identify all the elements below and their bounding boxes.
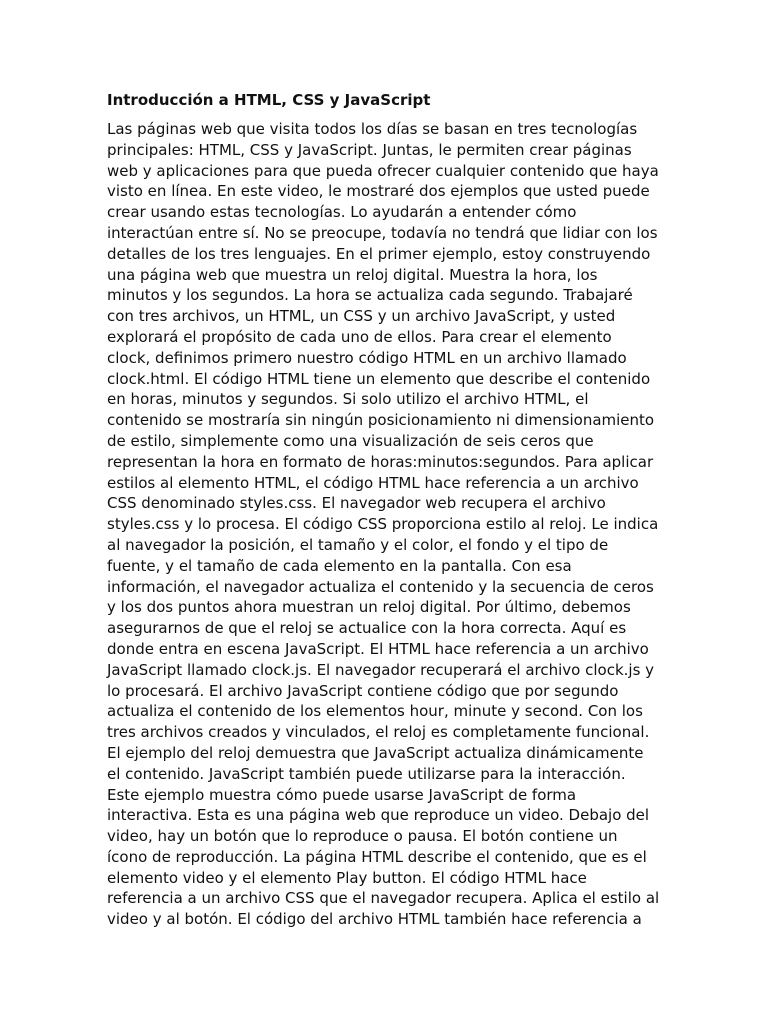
text-line: clock.html. El código HTML tiene un elemento que describe el contenido — [107, 369, 651, 388]
text-line: asegurarnos de que el reloj se actualice con la hora correcta. Aquí es — [107, 619, 627, 638]
text-line: styles.css y lo procesa. El código CSS proporciona estilo al reloj. Le indica — [107, 515, 659, 534]
text-line: elemento video y el elemento Play button. El código HTML hace — [107, 868, 587, 887]
text-line: con tres archivos, un HTML, un CSS y un archivo JavaScript, y usted — [107, 307, 616, 326]
text-line: lo procesará. El archivo JavaScript contiene código que por segundo — [107, 681, 619, 700]
document-body — [107, 119, 663, 930]
text-line: representan la hora en formato de horas:minutos:segundos. Para aplicar — [107, 452, 654, 471]
text-line: explorará el propósito de cada uno de ellos. Para crear el elemento — [107, 327, 612, 346]
text-line: detalles de los tres lenguajes. En el primer ejemplo, estoy construyendo — [107, 244, 651, 263]
text-line: y los dos puntos ahora muestran un reloj digital. Por último, debemos — [107, 598, 631, 617]
text-line: Las páginas web que visita todos los días se basan en tres tecnologías — [107, 120, 638, 138]
text-line: contenido se mostraría sin ningún posicionamiento ni dimensionamiento — [107, 411, 655, 430]
text-line: crear usando estas tecnologías. Lo ayudarán a entender cómo — [107, 203, 577, 222]
text-line: actualiza el contenido de los elementos hour, minute y second. Con los — [107, 702, 643, 721]
text-line: información, el navegador actualiza el contenido y la secuencia de ceros — [107, 577, 654, 596]
text-line: minutos y los segundos. La hora se actualiza cada segundo. Trabajaré — [107, 286, 633, 305]
document-page — [107, 88, 663, 930]
text-line: el contenido. JavaScript también puede utilizarse para la interacción. — [107, 764, 626, 783]
text-line: fuente, y el tamaño de cada elemento en la pantalla. Con esa — [107, 556, 572, 575]
text-line: clock, definimos primero nuestro código HTML en un archivo llamado — [107, 348, 627, 367]
text-line: al navegador la posición, el tamaño y el color, el fondo y el tipo de — [107, 535, 609, 554]
text-line: interactiva. Esta es una página web que reproduce un video. Debajo del — [107, 806, 650, 825]
text-line: ícono de reproducción. La página HTML describe el contenido, que es el — [107, 847, 647, 866]
text-line: Este ejemplo muestra cómo puede usarse JavaScript de forma — [107, 785, 577, 804]
text-line: web y aplicaciones para que pueda ofrecer cualquier contenido que haya — [107, 161, 659, 180]
text-line: referencia a un archivo CSS que el navegador recupera. Aplica el estilo al — [107, 889, 660, 908]
text-line: en horas, minutos y segundos. Si solo utilizo el archivo HTML, el — [107, 390, 589, 409]
text-line: una página web que muestra un reloj digital. Muestra la hora, los — [107, 265, 598, 284]
text-line: de estilo, simplemente como una visualización de seis ceros que — [107, 431, 594, 450]
text-line: principales: HTML, CSS y JavaScript. Juntas, le permiten crear páginas — [107, 140, 632, 159]
text-line: video y al botón. El código del archivo HTML también hace referencia a — [107, 910, 642, 929]
text-line: El ejemplo del reloj demuestra que JavaScript actualiza dinámicamente — [107, 743, 644, 762]
document-title: Introducción a HTML, CSS y JavaScript — [107, 91, 431, 109]
text-line: donde entra en escena JavaScript. El HTML hace referencia a un archivo — [107, 639, 649, 658]
text-line: estilos al elemento HTML, el código HTML hace referencia a un archivo — [107, 473, 639, 492]
text-line: interactúan entre sí. No se preocupe, todavía no tendrá que lidiar con los — [107, 223, 658, 242]
text-line: JavaScript llamado clock.js. El navegador recuperará el archivo clock.js y — [107, 660, 655, 679]
text-line: CSS denominado styles.css. El navegador web recupera el archivo — [107, 494, 606, 513]
text-line: video, hay un botón que lo reproduce o pausa. El botón contiene un — [107, 827, 618, 846]
text-line: visto en línea. En este video, le mostraré dos ejemplos que usted puede — [107, 182, 650, 201]
text-line: tres archivos creados y vinculados, el reloj es completamente funcional. — [107, 723, 650, 742]
